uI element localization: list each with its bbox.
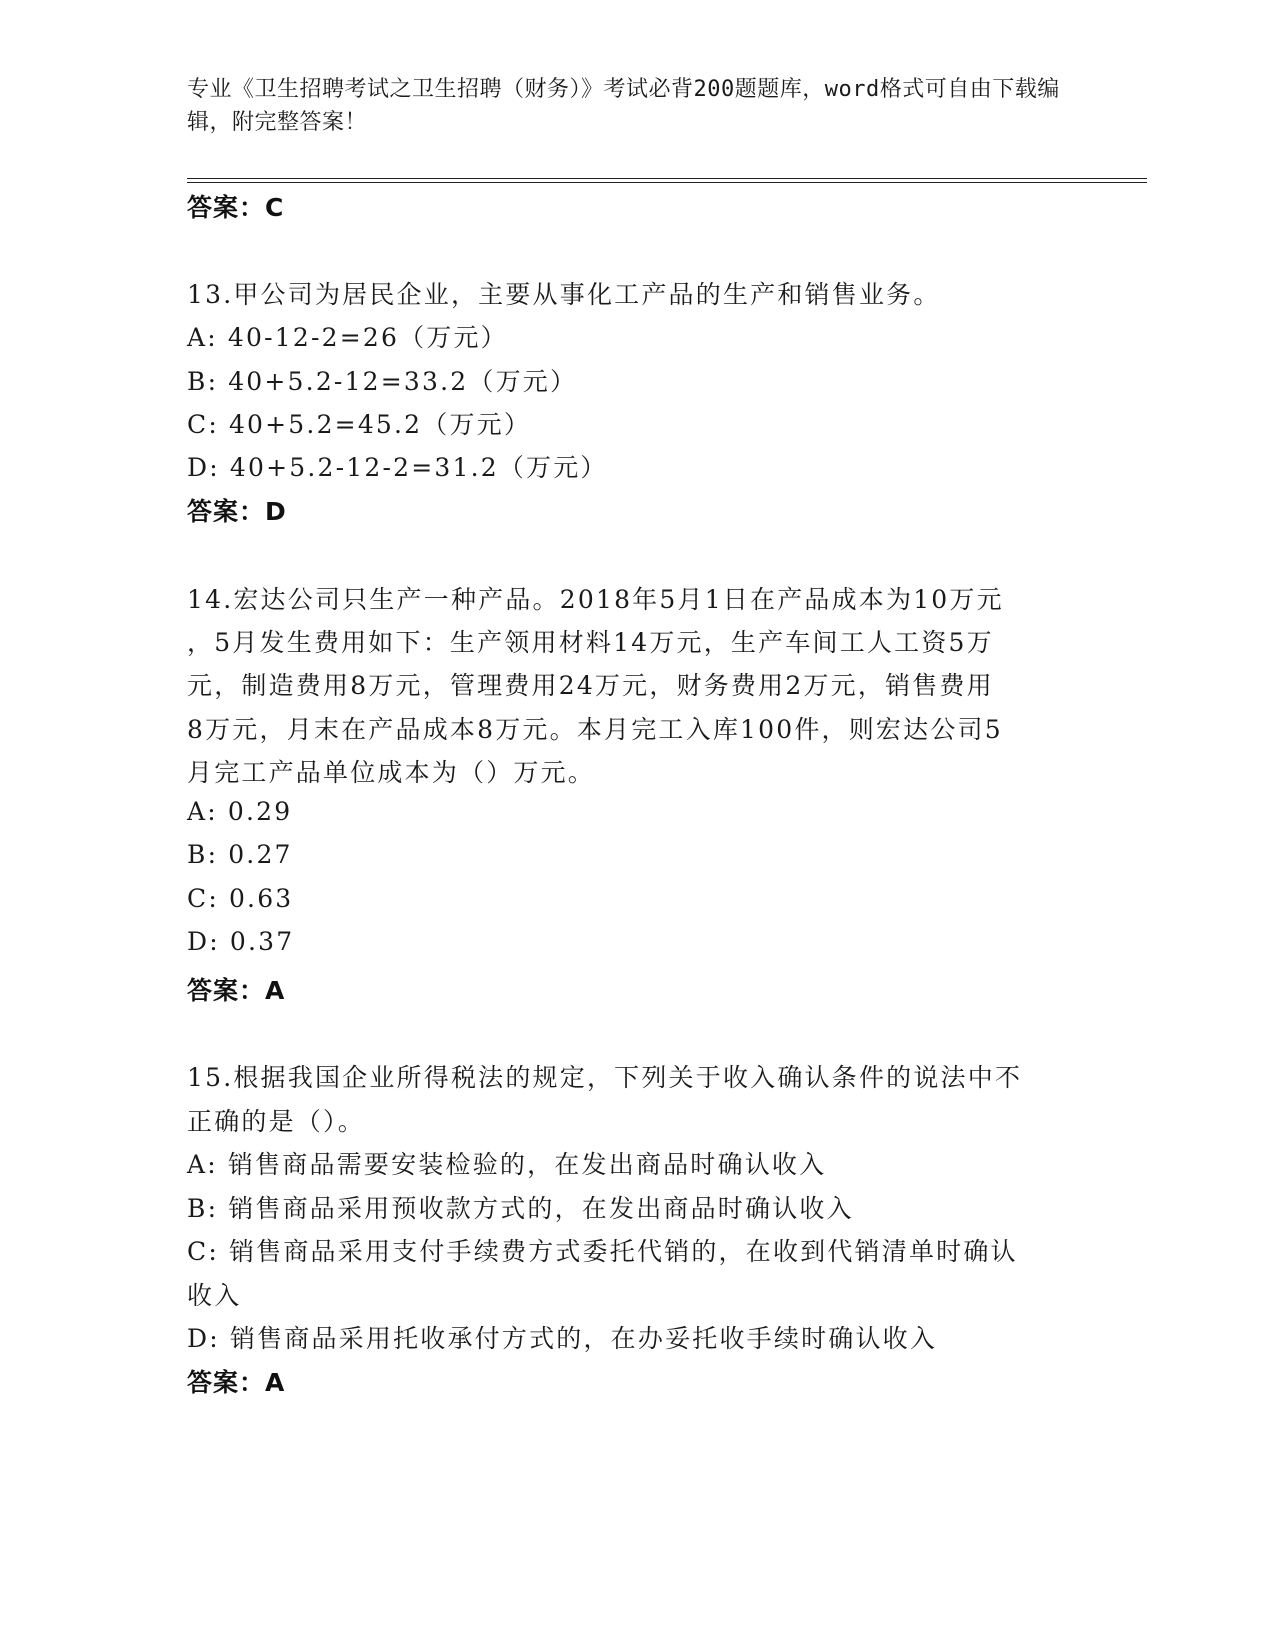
option-text: 40-12-2=26（万元） xyxy=(227,323,508,352)
option-text: 0.27 xyxy=(228,840,293,869)
question-15-text-line: 正确的是（）。 xyxy=(187,1107,365,1136)
question-15-option-b xyxy=(187,1189,854,1225)
option-label: D: xyxy=(187,453,220,482)
option-label: A: xyxy=(187,797,218,826)
option-label: C: xyxy=(187,1237,219,1266)
question-14-option-b xyxy=(187,840,293,869)
question-13-option-a xyxy=(187,318,508,354)
header-rule-top xyxy=(187,178,1147,179)
previous-answer: 答案：C xyxy=(187,193,285,222)
question-14-answer: 答案：A xyxy=(187,976,286,1005)
option-label: A: xyxy=(187,323,218,352)
question-13-text: 13.甲公司为居民企业，主要从事化工产品的生产和销售业务。 xyxy=(187,280,941,309)
option-text: 销售商品采用支付手续费方式委托代销的，在收到代销清单时确认 xyxy=(228,1237,1018,1266)
option-text: 0.29 xyxy=(227,797,293,826)
question-14-text-line: ，5月发生费用如下：生产领用材料14万元，生产车间工人工资5万 xyxy=(187,628,994,657)
option-text: 40+5.2-12=33.2（万元） xyxy=(228,367,578,396)
question-14-text-line: 8万元，月末在产品成本8万元。本月完工入库100件，则宏达公司5 xyxy=(187,715,1003,744)
question-14-text-line: 14.宏达公司只生产一种产品。2018年5月1日在产品成本为10万元 xyxy=(187,585,1004,614)
option-label: D: xyxy=(187,1324,220,1353)
option-label: A: xyxy=(187,1150,218,1179)
question-13-option-b xyxy=(187,362,577,398)
option-label: D: xyxy=(187,927,220,956)
option-text: 40+5.2=45.2（万元） xyxy=(228,410,532,439)
question-14-option-a xyxy=(187,797,292,826)
question-15-option-c-continued: 收入 xyxy=(187,1281,242,1310)
question-13-answer: 答案：D xyxy=(187,497,287,526)
option-text: 0.63 xyxy=(228,884,294,913)
header-rule-bottom xyxy=(187,182,1147,183)
question-14-text-line: 元，制造费用8万元，管理费用24万元，财务费用2万元，销售费用 xyxy=(187,671,994,700)
option-label: B: xyxy=(187,367,219,396)
option-label: B: xyxy=(187,1194,219,1223)
option-label: B: xyxy=(187,840,219,869)
question-15-answer: 答案：A xyxy=(187,1368,286,1397)
option-text: 销售商品需要安装检验的，在发出商品时确认收入 xyxy=(227,1150,827,1179)
question-15-text-line: 15.根据我国企业所得税法的规定，下列关于收入确认条件的说法中不 xyxy=(187,1063,1023,1092)
question-15-option-c xyxy=(187,1232,1018,1268)
question-14-option-d xyxy=(187,927,294,956)
question-15-option-d xyxy=(187,1319,937,1355)
document-header: 专业《卫生招聘考试之卫生招聘（财务）》考试必背200题题库，word格式可自由下载编辑，附完整答案！ xyxy=(187,77,1060,135)
question-13-option-c xyxy=(187,405,531,441)
question-14-option-c xyxy=(187,884,293,913)
option-text: 销售商品采用预收款方式的，在发出商品时确认收入 xyxy=(228,1194,854,1223)
option-text: 销售商品采用托收承付方式的，在办妥托收手续时确认收入 xyxy=(229,1324,938,1353)
question-14-text-line: 月完工产品单位成本为（）万元。 xyxy=(187,758,596,787)
option-label: C: xyxy=(187,884,219,913)
question-13-option-d xyxy=(187,448,608,484)
option-text: 0.37 xyxy=(229,927,295,956)
option-text: 40+5.2-12-2=31.2（万元） xyxy=(229,453,608,482)
question-15-option-a xyxy=(187,1145,826,1181)
option-label: C: xyxy=(187,410,219,439)
